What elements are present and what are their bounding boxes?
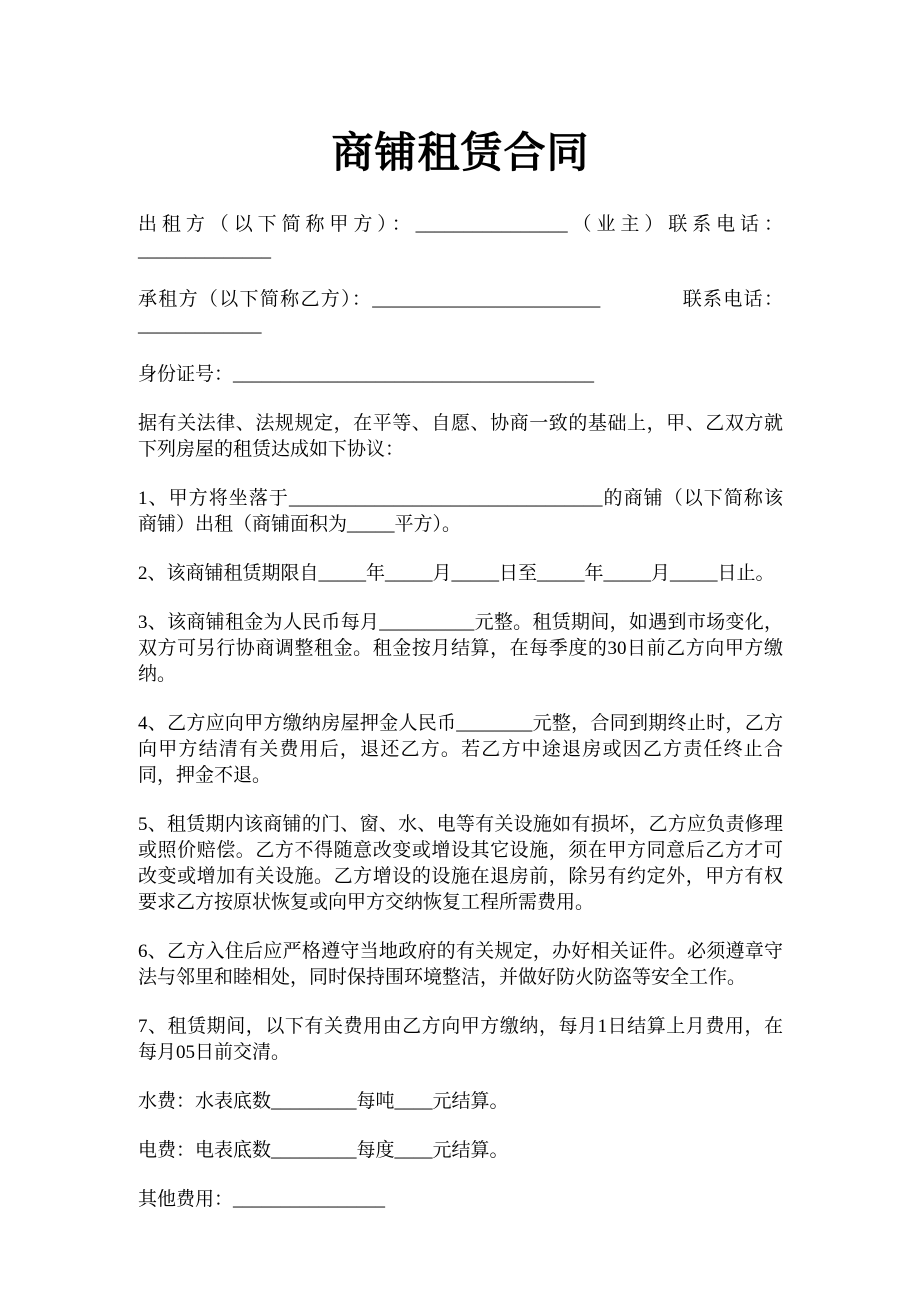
electricity-fee-line: 电费：电表底数_________每度____元结算。 <box>138 1140 509 1161</box>
lessor-party-a-line: 出租方（以下简称甲方）：________________（业主）联系电话：______________ <box>138 214 783 261</box>
clause-1-location: 1、甲方将坐落于_________________________________的商铺（以下简称该商铺）出租（商铺面积为_____平方）。 <box>138 488 783 535</box>
clause-6-regulations: 6、乙方入住后应严格遵守当地政府的有关规定，办好相关证件。必须遵章守法与邻里和睦相处，同时保持围环境整洁，并做好防火防盗等安全工作。 <box>138 941 783 988</box>
water-fee-line: 水费：水表底数_________每吨____元结算。 <box>138 1091 509 1112</box>
lessee-party-b-line: 承租方（以下简称乙方）：________________________ 联系电话：_____________ <box>138 289 783 336</box>
preamble-paragraph: 据有关法律、法规规定，在平等、自愿、协商一致的基础上，甲、乙双方就下列房屋的租赁达成如下协议： <box>138 413 783 460</box>
clause-7-fees: 7、租赁期间，以下有关费用由乙方向甲方缴纳，每月1日结算上月费用，在每月05日前交清。 <box>138 1016 783 1063</box>
clause-3-rent: 3、该商铺租金为人民币每月__________元整。租赁期间，如遇到市场变化，双方可另行协商调整租金。租金按月结算，在每季度的30日前乙方向甲方缴纳。 <box>138 612 783 685</box>
clause-5-facilities: 5、租赁期内该商铺的门、窗、水、电等有关设施如有损坏，乙方应负责修理或照价赔偿。乙方不得随意改变或增设其它设施，须在甲方同意后乙方才可改变或增加有关设施。乙方增设的设施在退房前，除另有约定外，甲方有权要求乙方按原状恢复或向甲方交纳恢复工程所需费用。 <box>138 814 783 913</box>
document-title: 商铺租赁合同 <box>331 131 590 177</box>
clause-4-deposit: 4、乙方应向甲方缴纳房屋押金人民币________元整，合同到期终止时，乙方向甲方结清有关费用后，退还乙方。若乙方中途退房或因乙方责任终止合同，押金不退。 <box>138 713 783 786</box>
other-fees-line: 其他费用：________________ <box>138 1189 386 1210</box>
id-number-line: 身份证号：______________________________________ <box>138 364 595 385</box>
clause-2-lease-term: 2、该商铺租赁期限自_____年_____月_____日至_____年_____月_____日止。 <box>138 563 775 584</box>
